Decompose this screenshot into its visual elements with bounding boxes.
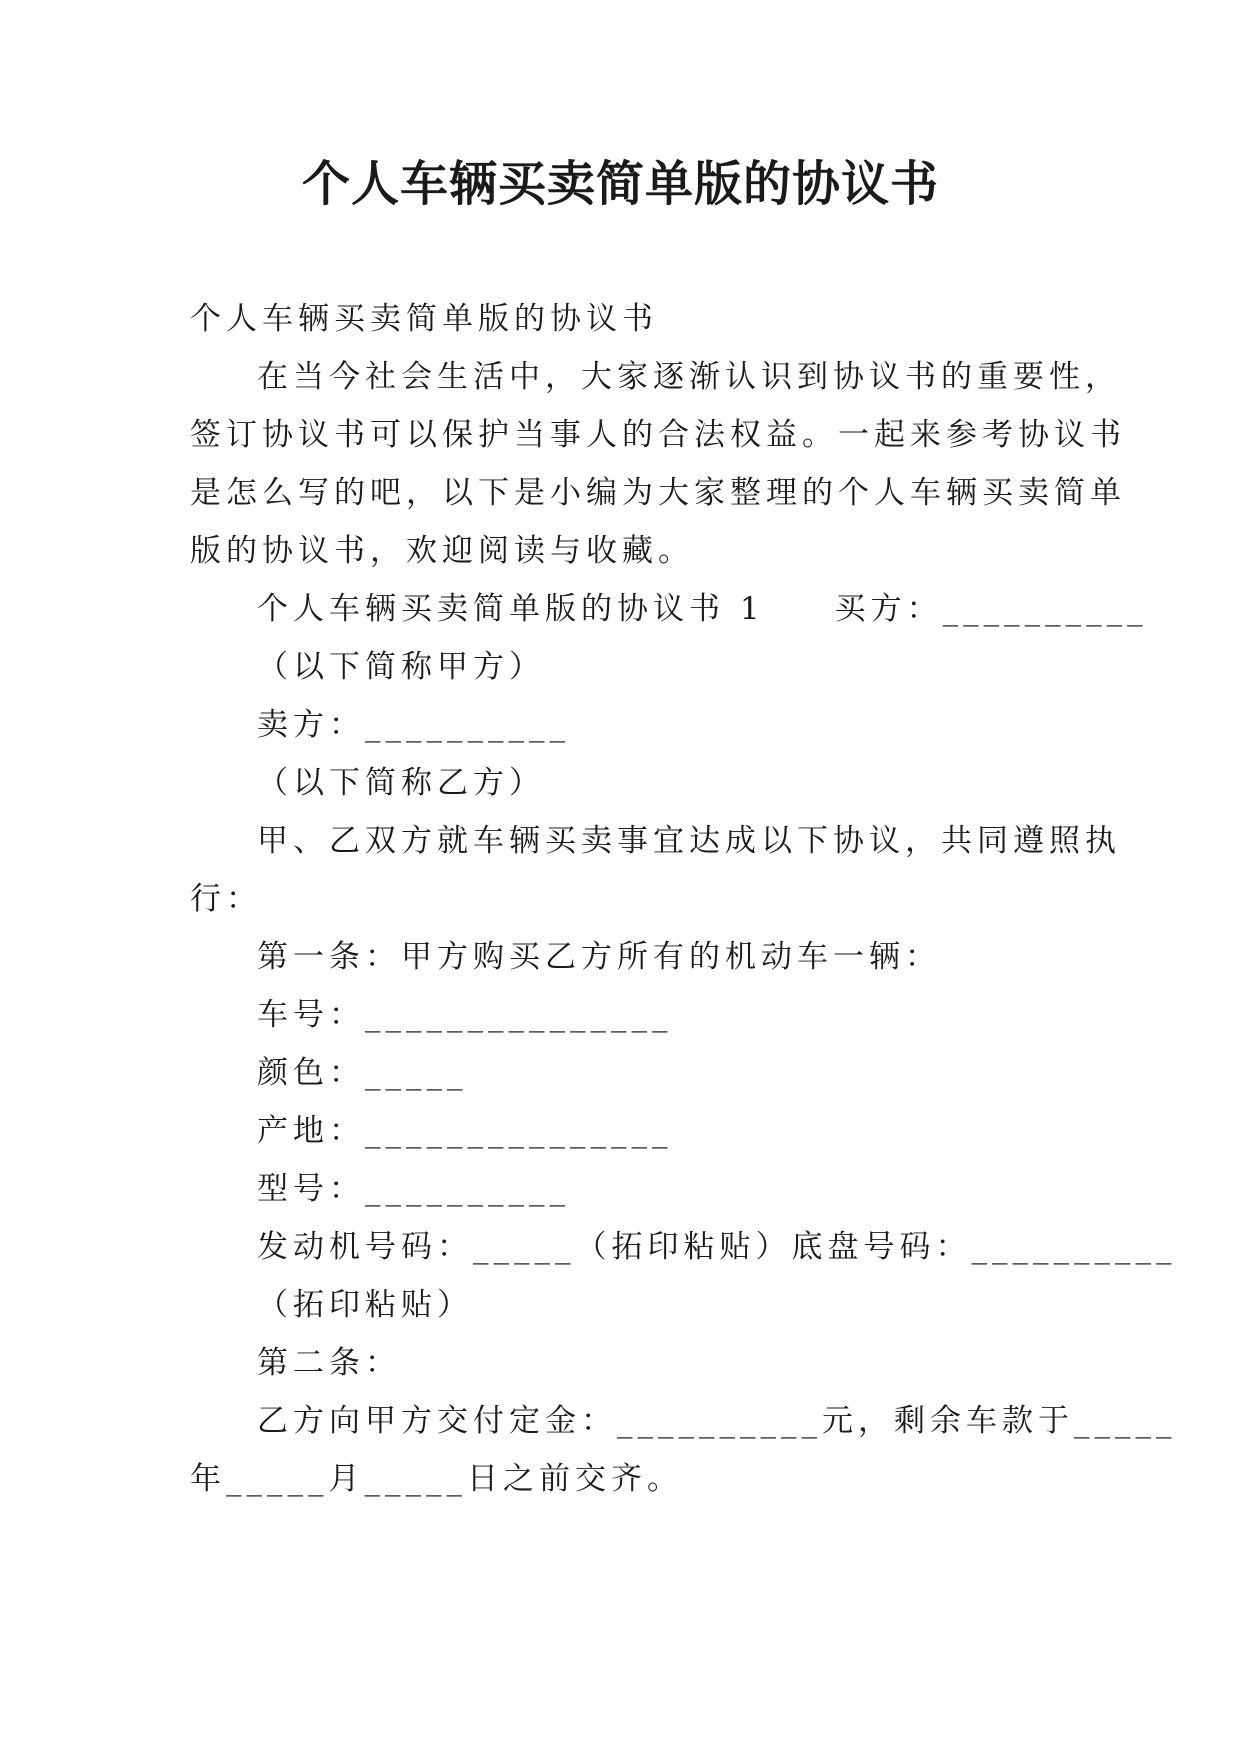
article-1: 第一条：甲方购买乙方所有的机动车一辆： [257, 939, 941, 975]
deposit-line-1: 乙方向甲方交付定金：__________元，剩余车款于_____ [257, 1403, 1177, 1439]
clause-intro-line-1: 甲、乙双方就车辆买卖事宜达成以下协议，共同遵照执 [257, 823, 1121, 859]
intro-line-4: 版的协议书，欢迎阅读与收藏。 [190, 533, 694, 569]
document-body [190, 290, 1177, 1508]
rubbing-note: （拓印粘贴） [257, 1287, 473, 1323]
deposit-line-2: 年_____月_____日之前交齐。 [190, 1461, 683, 1497]
origin-field: 产地：_______________ [257, 1113, 673, 1149]
engine-chassis-field: 发动机号码：_____（拓印粘贴）底盘号码：__________ [257, 1229, 1177, 1265]
seller-note: （以下简称乙方） [257, 765, 545, 801]
agreement-heading: 个人车辆买卖简单版的协议书 1 [257, 591, 765, 627]
clause-intro-line-2: 行： [190, 881, 262, 917]
buyer-line: 买方：__________ [834, 591, 1148, 627]
plate-field: 车号：_______________ [257, 997, 673, 1033]
intro-line-2: 签订协议书可以保护当事人的合法权益。一起来参考协议书 [190, 417, 1126, 453]
intro-line-3: 是怎么写的吧，以下是小编为大家整理的个人车辆买卖简单 [190, 475, 1126, 511]
color-field: 颜色：_____ [257, 1055, 468, 1091]
buyer-note: （以下简称甲方） [257, 649, 545, 685]
document-subtitle: 个人车辆买卖简单版的协议书 [190, 301, 658, 337]
document-title: 个人车辆买卖简单版的协议书 [301, 156, 939, 212]
model-field: 型号：__________ [257, 1171, 570, 1207]
seller-line: 卖方：__________ [257, 707, 570, 743]
article-2: 第二条： [257, 1345, 401, 1381]
intro-line-1: 在当今社会生活中，大家逐渐认识到协议书的重要性， [257, 359, 1121, 395]
agreement-heading-row [190, 580, 1148, 638]
